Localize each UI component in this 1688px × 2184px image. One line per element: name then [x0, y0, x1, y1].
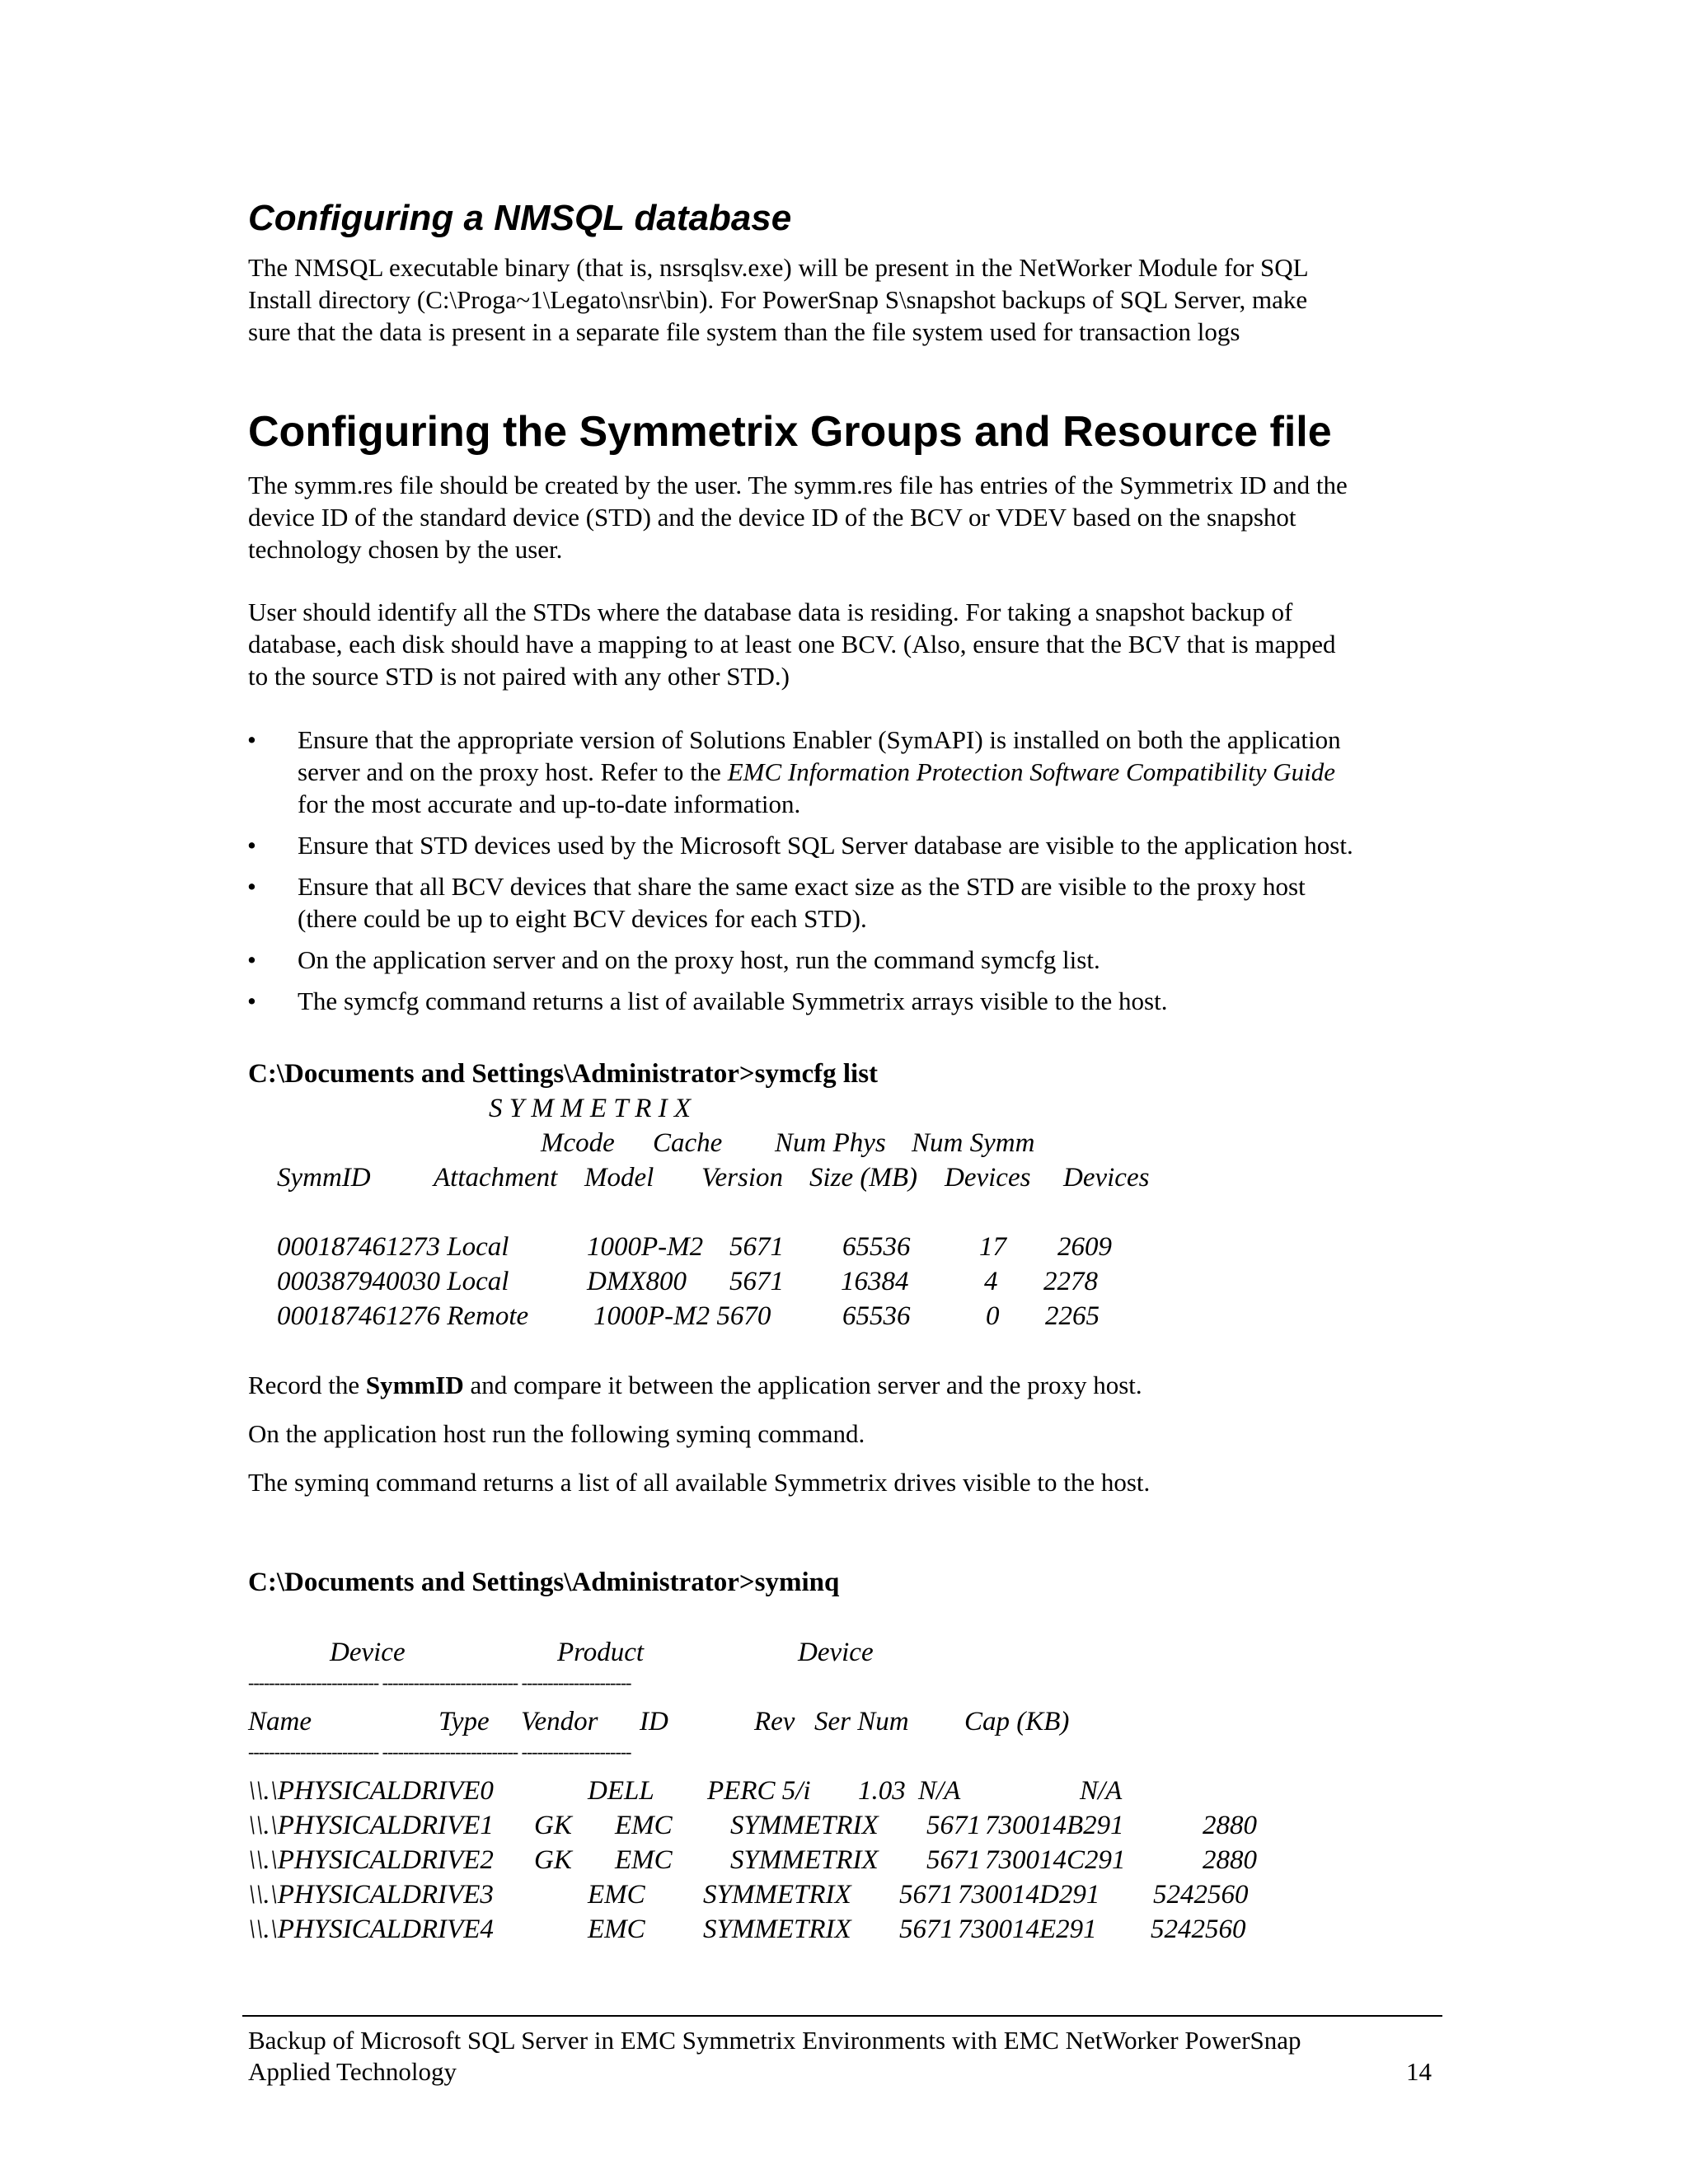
bullet-line: The symcfg command returns a list of available Symmetrix arrays visible to the host. [298, 987, 1168, 1015]
syminq-row-sernum: 730014D291 [958, 1880, 1100, 1910]
syminq-row-name: \\.\PHYSICALDRIVE4 [248, 1915, 494, 1944]
syminq-row-id: SYMMETRIX [730, 1811, 879, 1840]
syminq-row-vendor: DELL [588, 1776, 654, 1806]
footer-rule [242, 2015, 1442, 2017]
symcfg-row-size: 65536 [842, 1301, 911, 1331]
paragraph-line: to the source STD is not paired with any other STD.) [248, 662, 790, 691]
bullet-line: Ensure that all BCV devices that share the same exact size as the STD are visible to the proxy host [298, 872, 1306, 901]
paragraph-line: technology chosen by the user. [248, 535, 563, 564]
syminq-row-cap: N/A [1080, 1776, 1123, 1806]
record-pre: Record the [248, 1371, 366, 1399]
col-name: Name [248, 1707, 312, 1736]
symcfg-row-symm: 2278 [1043, 1267, 1098, 1296]
bullet-line: Ensure that STD devices used by the Microsoft SQL Server database are visible to the application host. [298, 831, 1353, 860]
section-heading-nmsql: Configuring a NMSQL database [248, 198, 792, 238]
bullet-line: for the most accurate and up-to-date information. [298, 790, 801, 818]
symcfg-row-version: 5671 [729, 1232, 784, 1262]
bullet-text: server and on the proxy host. Refer to the [298, 757, 728, 786]
syminq-row-rev: 5671 [899, 1915, 954, 1944]
syminq-row-sernum: N/A [918, 1776, 961, 1806]
paragraph-line: The NMSQL executable binary (that is, nsrsqlsv.exe) will be present in the NetWorker Module for SQL [248, 253, 1309, 282]
header-cache: Cache [653, 1128, 723, 1158]
symcfg-row-model: 1000P-M2 5670 [593, 1301, 771, 1331]
header-size: Size (MB) [809, 1163, 918, 1193]
syminq-row-rev: 5671 [926, 1811, 981, 1840]
paragraph-line: User should identify all the STDs where the database data is residing. For taking a snapshot backup of [248, 598, 1293, 626]
paragraph-line: On the application host run the following syminq command. [248, 1419, 865, 1448]
bullet-line: Ensure that the appropriate version of Solutions Enabler (SymAPI) is installed on both the application [298, 725, 1341, 754]
symcfg-row-model: 1000P-M2 [587, 1232, 704, 1262]
symcfg-row-symm: 2609 [1057, 1232, 1112, 1262]
guide-title: EMC Information Protection Software Compatibility Guide [727, 757, 1336, 786]
paragraph-line: Install directory (C:\Proga~1\Legato\nsr\bin). For PowerSnap S\snapshot backups of SQL Server, make [248, 285, 1308, 314]
symcfg-row-size: 16384 [841, 1267, 909, 1296]
syminq-row-vendor: EMC [615, 1845, 673, 1875]
header-num-phys: Num Phys [775, 1128, 886, 1158]
symcfg-row-id: 000187461273 Local [277, 1232, 509, 1262]
bullet-marker: • [247, 872, 256, 901]
bullet-line: (there could be up to eight BCV devices for each STD). [298, 904, 867, 933]
separator-dashes: ------------------------- -------------------------- --------------------- [248, 1743, 631, 1761]
paragraph-line: The syminq command returns a list of all available Symmetrix drives visible to the host. [248, 1468, 1151, 1497]
separator-dashes: ------------------------- -------------------------- --------------------- [248, 1674, 631, 1692]
syminq-row-id: SYMMETRIX [730, 1845, 879, 1875]
syminq-row-id: PERC 5/i [707, 1776, 811, 1806]
col-cap: Cap (KB) [964, 1707, 1070, 1736]
paragraph-line: sure that the data is present in a separate file system than the file system used for transaction logs [248, 317, 1240, 346]
record-post: and compare it between the application server and the proxy host. [463, 1371, 1142, 1399]
symcfg-row-phys: 17 [979, 1232, 1006, 1262]
syminq-row-sernum: 730014C291 [985, 1845, 1126, 1875]
col-sernum: Ser Num [814, 1707, 909, 1736]
header-version: Version [701, 1163, 783, 1193]
syminq-row-vendor: EMC [615, 1811, 673, 1840]
paragraph-line: The symm.res file should be created by the user. The symm.res file has entries of the Symmetrix ID and the [248, 471, 1348, 499]
syminq-row-name: \\.\PHYSICALDRIVE0 [248, 1776, 494, 1806]
bullet-line: On the application server and on the proxy host, run the command symcfg list. [298, 945, 1100, 974]
bullet-marker: • [247, 725, 256, 754]
footer-title: Backup of Microsoft SQL Server in EMC Symmetrix Environments with EMC NetWorker PowerSnap [248, 2026, 1301, 2055]
header-devices-symm: Devices [1063, 1163, 1150, 1193]
col-rev: Rev [754, 1707, 795, 1736]
syminq-row-vendor: EMC [588, 1915, 645, 1944]
syminq-row-cap: 5242560 [1153, 1880, 1249, 1910]
syminq-row-sernum: 730014E291 [958, 1915, 1097, 1944]
symcfg-row-model: DMX800 [587, 1267, 687, 1296]
record-symmid-line [248, 1369, 1142, 1402]
syminq-row-cap: 5242560 [1151, 1915, 1246, 1944]
syminq-row-id: SYMMETRIX [703, 1915, 851, 1944]
syminq-row-sernum: 730014B291 [985, 1811, 1124, 1840]
symcfg-row-phys: 4 [984, 1267, 998, 1296]
group-header-product: Product [557, 1638, 645, 1667]
paragraph-line: device ID of the standard device (STD) and the device ID of the BCV or VDEV based on the snapshot [248, 503, 1296, 532]
group-header-device2: Device [798, 1638, 874, 1667]
header-num-symm: Num Symm [912, 1128, 1035, 1158]
bullet-marker: • [247, 987, 256, 1015]
syminq-row-cap: 2880 [1203, 1845, 1257, 1875]
bullet-marker: • [247, 945, 256, 974]
record-bold: SymmID [365, 1371, 464, 1399]
symcfg-row-size: 65536 [842, 1232, 911, 1262]
symcfg-row-id: 000387940030 Local [277, 1267, 509, 1296]
syminq-row-name: \\.\PHYSICALDRIVE2 [248, 1845, 494, 1875]
syminq-row-type: GK [534, 1845, 572, 1875]
col-id: ID [640, 1707, 668, 1736]
col-vendor: Vendor [521, 1707, 598, 1736]
syminq-row-rev: 5671 [899, 1880, 954, 1910]
syminq-row-name: \\.\PHYSICALDRIVE1 [248, 1811, 494, 1840]
syminq-row-id: SYMMETRIX [703, 1880, 851, 1910]
footer-subtitle: Applied Technology [248, 2057, 457, 2086]
group-header-device: Device [330, 1638, 406, 1667]
bullet-line [298, 756, 1335, 789]
section-heading-symmetrix: Configuring the Symmetrix Groups and Resource file [248, 408, 1332, 456]
symcfg-row-symm: 2265 [1045, 1301, 1100, 1331]
syminq-row-rev: 5671 [926, 1845, 981, 1875]
header-attachment: Attachment [434, 1163, 558, 1193]
command-symcfg: C:\Documents and Settings\Administrator>symcfg list [248, 1059, 879, 1089]
symcfg-row-id: 000187461276 Remote [277, 1301, 529, 1331]
header-mcode: Mcode [541, 1128, 615, 1158]
syminq-row-cap: 2880 [1203, 1811, 1257, 1840]
symcfg-row-version: 5671 [729, 1267, 784, 1296]
syminq-row-name: \\.\PHYSICALDRIVE3 [248, 1880, 494, 1910]
header-devices-phys: Devices [945, 1163, 1031, 1193]
bullet-marker: • [247, 831, 256, 860]
syminq-row-type: GK [534, 1811, 572, 1840]
header-model: Model [584, 1163, 654, 1193]
header-symmid: SymmID [277, 1163, 371, 1193]
syminq-row-vendor: EMC [588, 1880, 645, 1910]
paragraph-line: database, each disk should have a mapping to at least one BCV. (Also, ensure that the BCV that is mapped [248, 630, 1336, 658]
col-type: Type [438, 1707, 490, 1736]
command-syminq: C:\Documents and Settings\Administrator>syminq [248, 1568, 840, 1597]
syminq-row-rev: 1.03 [858, 1776, 906, 1806]
page-number: 14 [1406, 2057, 1432, 2086]
symmetrix-banner: S Y M M E T R I X [489, 1094, 692, 1123]
symcfg-row-phys: 0 [986, 1301, 1000, 1331]
